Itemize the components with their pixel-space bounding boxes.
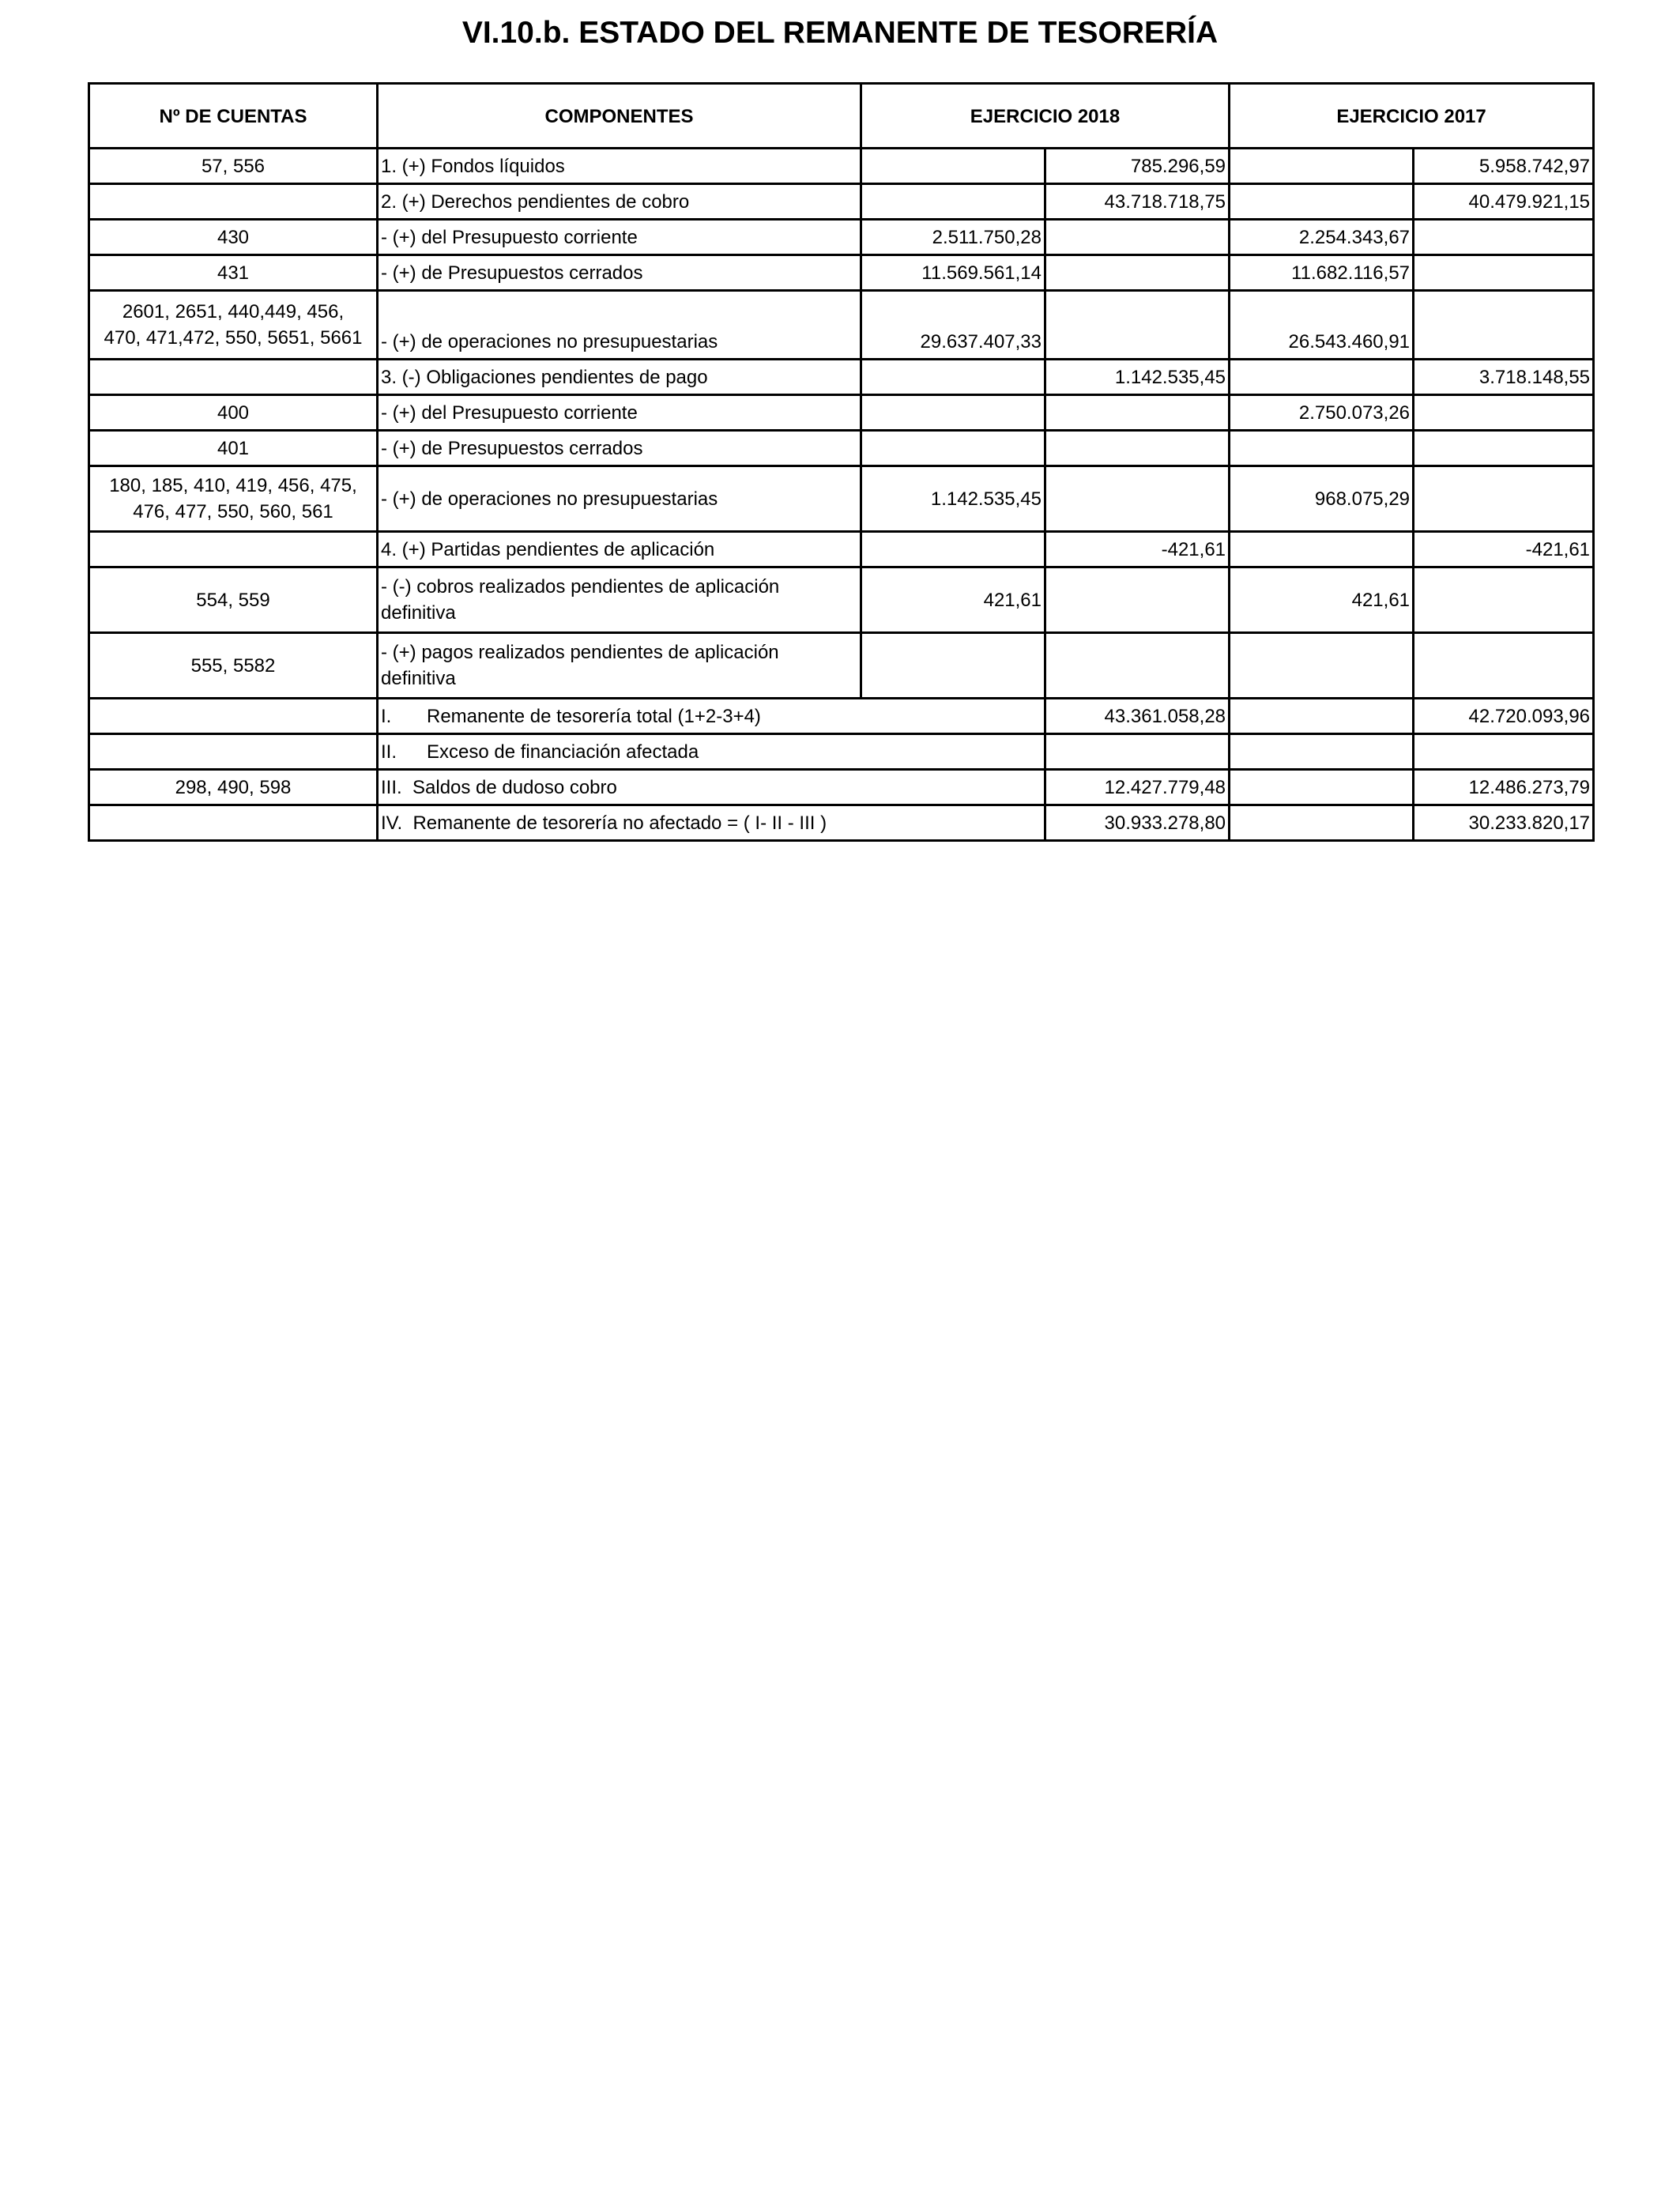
total-2018-cell: 43.718.718,75 xyxy=(1045,184,1230,220)
header-row xyxy=(89,84,1594,149)
total-2017-cell xyxy=(1414,466,1594,532)
detalle-2018-cell xyxy=(861,431,1045,466)
detalle-2017-cell xyxy=(1230,431,1414,466)
componente-text: Remanente de tesorería total (1+2-3+4) xyxy=(427,705,761,727)
detalle-2017-cell: 26.543.460,91 xyxy=(1230,291,1414,360)
total-2017-cell: -421,61 xyxy=(1414,532,1594,567)
table-row xyxy=(89,149,1594,184)
detalle-2017-cell: 2.750.073,26 xyxy=(1230,395,1414,431)
detalle-2018-cell xyxy=(861,360,1045,395)
table-row xyxy=(89,567,1594,633)
componente-cell: III. Saldos de dudoso cobro xyxy=(378,770,1045,805)
componente-cell xyxy=(378,567,861,633)
total-2018-cell: -421,61 xyxy=(1045,532,1230,567)
detalle-2018-cell xyxy=(861,184,1045,220)
total-2018-cell: 1.142.535,45 xyxy=(1045,360,1230,395)
total-2018-cell xyxy=(1045,466,1230,532)
componente-cell: 2. (+) Derechos pendientes de cobro xyxy=(378,184,861,220)
detalle-2018-cell xyxy=(861,149,1045,184)
detalle-2018-cell xyxy=(861,633,1045,699)
componente-line: definitiva xyxy=(381,602,456,624)
cuentas-cell xyxy=(89,360,378,395)
total-2018-cell xyxy=(1045,291,1230,360)
cuentas-cell: 431 xyxy=(89,255,378,291)
detalle-2018-cell xyxy=(861,395,1045,431)
total-2017-cell xyxy=(1414,633,1594,699)
total-2017-cell: 40.479.921,15 xyxy=(1414,184,1594,220)
total-2017-cell xyxy=(1414,567,1594,633)
total-2018-cell xyxy=(1045,255,1230,291)
total-2018-cell xyxy=(1045,633,1230,699)
detalle-2018-cell: 1.142.535,45 xyxy=(861,466,1045,532)
detalle-2017-cell: 11.682.116,57 xyxy=(1230,255,1414,291)
total-2018-cell xyxy=(1045,395,1230,431)
detalle-2017-cell xyxy=(1230,532,1414,567)
roman-numeral: II. xyxy=(381,741,397,763)
total-2017-cell: 30.233.820,17 xyxy=(1414,805,1594,841)
detalle-2017-cell xyxy=(1230,149,1414,184)
detalle-2017-cell: 421,61 xyxy=(1230,567,1414,633)
cuentas-cell xyxy=(89,466,378,532)
detalle-2017-cell xyxy=(1230,699,1414,734)
cuentas-cell: 555, 5582 xyxy=(89,633,378,699)
cuentas-cell xyxy=(89,291,378,360)
componente-line: - (-) cobros realizados pendientes de aplicación xyxy=(381,576,780,598)
componente-line: definitiva xyxy=(381,668,456,689)
table-row xyxy=(89,532,1594,567)
detalle-2017-cell xyxy=(1230,805,1414,841)
table-row xyxy=(89,770,1594,805)
componente-cell: IV. Remanente de tesorería no afectado = ( I- II - III ) xyxy=(378,805,1045,841)
table-row xyxy=(89,255,1594,291)
total-2017-cell xyxy=(1414,431,1594,466)
table-row xyxy=(89,184,1594,220)
cuentas-cell: 430 xyxy=(89,220,378,255)
cuentas-cell xyxy=(89,734,378,770)
cuentas-cell xyxy=(89,699,378,734)
cuentas-line: 470, 471,472, 550, 5651, 5661 xyxy=(104,327,363,349)
cuentas-cell xyxy=(89,805,378,841)
cuentas-line: 180, 185, 410, 419, 456, 475, xyxy=(109,475,357,496)
header-ejercicio-2018: EJERCICIO 2018 xyxy=(861,84,1230,149)
table-row xyxy=(89,699,1594,734)
componente-cell: - (+) del Presupuesto corriente xyxy=(378,220,861,255)
detalle-2017-cell xyxy=(1230,734,1414,770)
total-2017-cell: 5.958.742,97 xyxy=(1414,149,1594,184)
detalle-2017-cell: 2.254.343,67 xyxy=(1230,220,1414,255)
table-row xyxy=(89,805,1594,841)
detalle-2017-cell: 968.075,29 xyxy=(1230,466,1414,532)
header-cuentas: Nº DE CUENTAS xyxy=(89,84,378,149)
componente-cell xyxy=(378,734,1045,770)
table-row xyxy=(89,220,1594,255)
componente-cell: - (+) de operaciones no presupuestarias xyxy=(378,291,861,360)
total-2017-cell xyxy=(1414,734,1594,770)
detalle-2017-cell xyxy=(1230,770,1414,805)
cuentas-cell: 554, 559 xyxy=(89,567,378,633)
componente-line: - (+) pagos realizados pendientes de aplicación xyxy=(381,642,779,663)
total-2017-cell: 42.720.093,96 xyxy=(1414,699,1594,734)
detalle-2017-cell xyxy=(1230,360,1414,395)
cuentas-line: 2601, 2651, 440,449, 456, xyxy=(122,301,345,322)
total-2017-cell xyxy=(1414,255,1594,291)
componente-cell: 3. (-) Obligaciones pendientes de pago xyxy=(378,360,861,395)
roman-numeral: I. xyxy=(381,705,392,727)
componente-cell: 1. (+) Fondos líquidos xyxy=(378,149,861,184)
detalle-2018-cell: 29.637.407,33 xyxy=(861,291,1045,360)
table-row xyxy=(89,360,1594,395)
total-2018-cell xyxy=(1045,734,1230,770)
total-2017-cell xyxy=(1414,395,1594,431)
total-2018-cell xyxy=(1045,567,1230,633)
total-2017-cell xyxy=(1414,220,1594,255)
remanente-table xyxy=(88,82,1595,842)
componente-cell: - (+) de operaciones no presupuestarias xyxy=(378,466,861,532)
detalle-2018-cell: 2.511.750,28 xyxy=(861,220,1045,255)
componente-cell: - (+) de Presupuestos cerrados xyxy=(378,255,861,291)
table-row xyxy=(89,633,1594,699)
detalle-2018-cell: 11.569.561,14 xyxy=(861,255,1045,291)
header-componentes: COMPONENTES xyxy=(378,84,861,149)
cuentas-cell xyxy=(89,532,378,567)
total-2017-cell: 3.718.148,55 xyxy=(1414,360,1594,395)
total-2017-cell: 12.486.273,79 xyxy=(1414,770,1594,805)
table-row xyxy=(89,291,1594,360)
total-2018-cell xyxy=(1045,220,1230,255)
componente-text: Exceso de financiación afectada xyxy=(427,741,699,763)
detalle-2017-cell xyxy=(1230,633,1414,699)
total-2018-cell: 30.933.278,80 xyxy=(1045,805,1230,841)
table-row xyxy=(89,734,1594,770)
total-2018-cell: 12.427.779,48 xyxy=(1045,770,1230,805)
cuentas-cell: 57, 556 xyxy=(89,149,378,184)
cuentas-cell: 401 xyxy=(89,431,378,466)
detalle-2018-cell: 421,61 xyxy=(861,567,1045,633)
componente-cell: 4. (+) Partidas pendientes de aplicación xyxy=(378,532,861,567)
header-ejercicio-2017: EJERCICIO 2017 xyxy=(1230,84,1594,149)
componente-cell: - (+) del Presupuesto corriente xyxy=(378,395,861,431)
page-title: VI.10.b. ESTADO DEL REMANENTE DE TESORERÍA xyxy=(461,16,1219,50)
table-row xyxy=(89,431,1594,466)
componente-cell xyxy=(378,699,1045,734)
total-2018-cell xyxy=(1045,431,1230,466)
componente-cell xyxy=(378,633,861,699)
total-2017-cell xyxy=(1414,291,1594,360)
total-2018-cell: 785.296,59 xyxy=(1045,149,1230,184)
table-row xyxy=(89,395,1594,431)
cuentas-cell: 298, 490, 598 xyxy=(89,770,378,805)
cuentas-cell: 400 xyxy=(89,395,378,431)
cuentas-line: 476, 477, 550, 560, 561 xyxy=(133,501,333,522)
detalle-2018-cell xyxy=(861,532,1045,567)
total-2018-cell: 43.361.058,28 xyxy=(1045,699,1230,734)
componente-cell: - (+) de Presupuestos cerrados xyxy=(378,431,861,466)
table-row xyxy=(89,466,1594,532)
cuentas-cell xyxy=(89,184,378,220)
detalle-2017-cell xyxy=(1230,184,1414,220)
